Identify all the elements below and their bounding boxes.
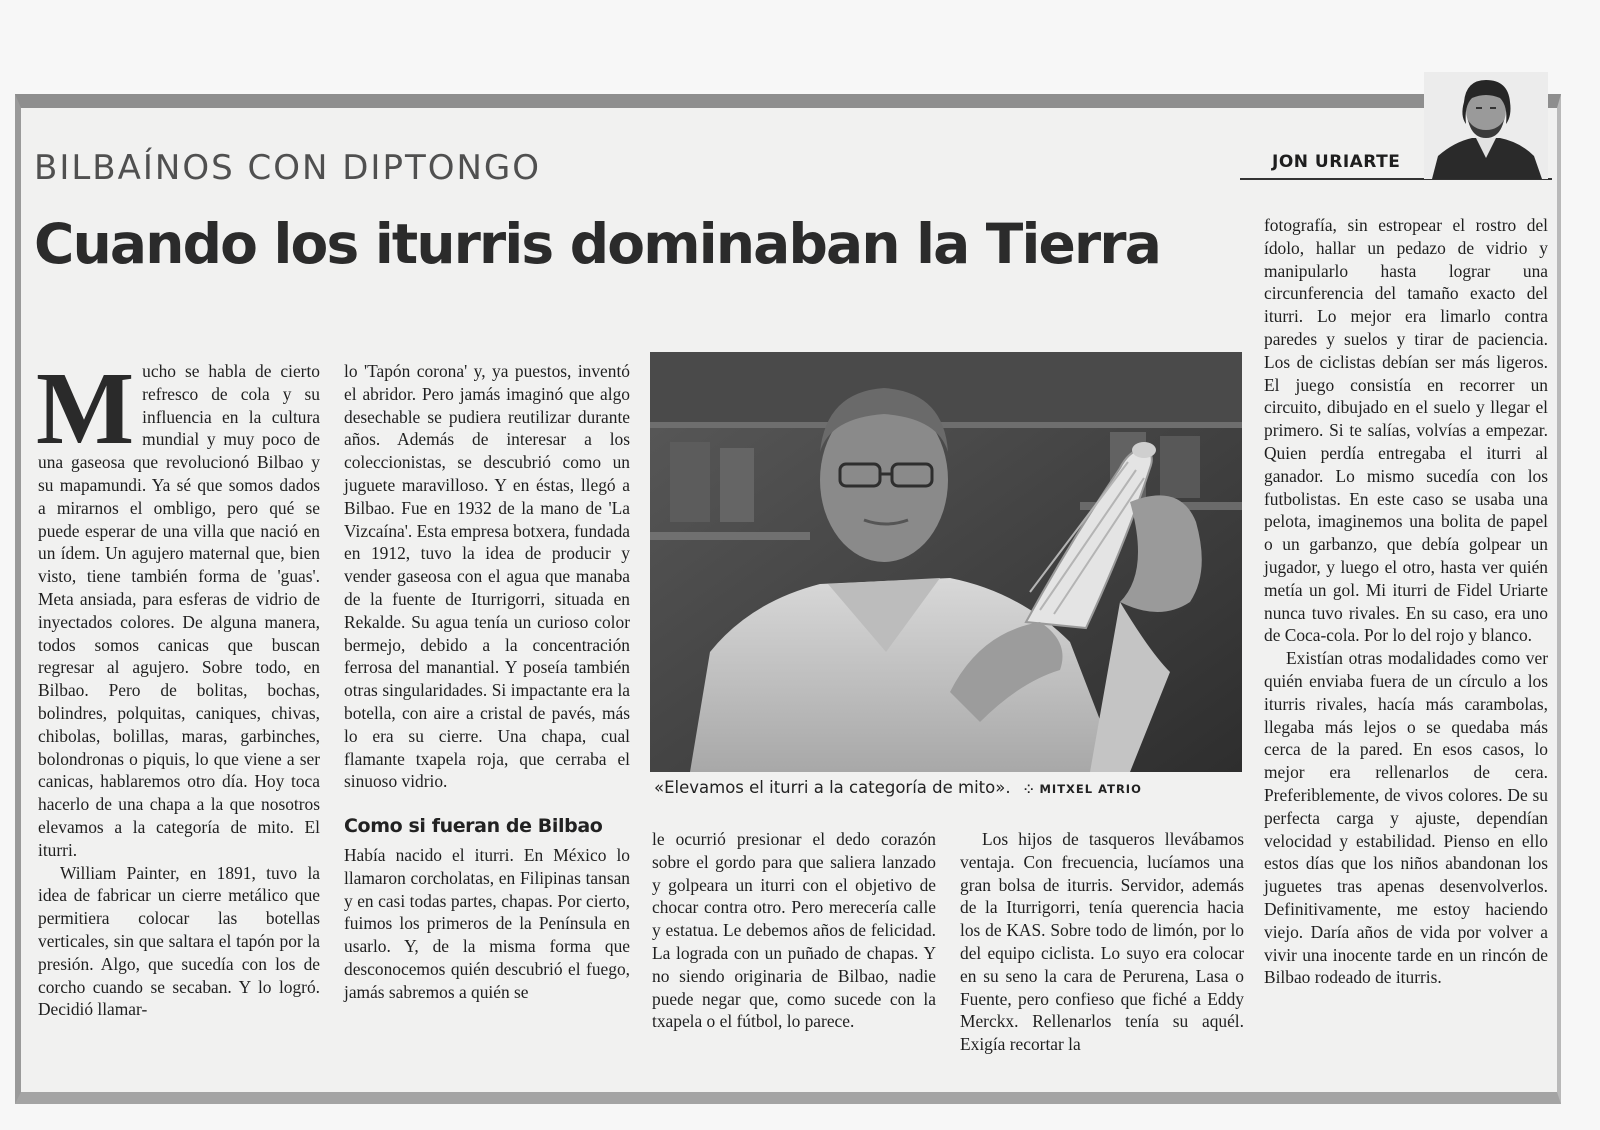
headline: Cuando los iturris dominaban la Tierra: [34, 212, 1161, 276]
article-paragraph: lo 'Tapón corona' y, ya puestos, inventó el abridor. Pero jamás imaginó que algo desechable se pudiera reutilizar durante años. Además de interesar a los coleccionistas, se descubrió como un juguete maravilloso. Y en éstas, llegó a Bilbao. Fue en 1932 de la mano de 'La Vizcaína'. Esta empresa botxera, fundada en 1912, tuvo la idea de producir y vender gaseosa con el agua que manaba de la fuente de Iturrigorri, situada en Rekalde. Su agua tenía un curioso color bermejo, debido a la concentración ferrosa del manantial. Y poseía también otras singularidades. Si impactante era la botella, con aire a cristal de pavés, más lo era su cierre. Una chapa, cual flamante txapela roja, que cerraba el sinuoso vidrio.: [344, 361, 631, 792]
author-name: JON URIARTE: [1272, 152, 1401, 172]
credit-name: MITXEL ATRIO: [1039, 782, 1142, 796]
article-paragraph: Existían otras modalidades como ver quién enviaba fuera de un círculo a los iturris rivales, hacía más carambolas, llegaba más lejos o se quedaba más cerca de la pared. En esos casos, lo mejor era rellenarlos de cera. Preferiblemente, de vivos colores. De su perfecta carga y ajuste, dependían velocidad y estabilidad. Pienso en ello estos días que los niños abandonan los juguetes tras apenas desenvolverlos. Definitivamente, me estoy haciendo viejo. Daría años de vida por volver a vivir una inocente tarde en un rincón de Bilbao rodeado de iturris.: [1264, 648, 1548, 988]
article-paragraph: le ocurrió presionar el dedo corazón sobre el gordo para que saliera lanzado y golpeara un iturri con el objetivo de chocar contra otro. Pero merecería calle y estatua. Le debemos años de felicidad. La lograda con un puñado de chapas. Y no siendo originaria de Bilbao, nadie puede negar que, como sucede con la txapela o el fútbol, lo parece.: [652, 829, 936, 1032]
section-label: BILBAÍNOS CON DIPTONGO: [34, 148, 542, 188]
author-portrait-photo: [1424, 72, 1548, 179]
article-column-5: [1264, 214, 1548, 989]
article-paragraph: Los hijos de tasqueros llevábamos ventaja. Con frecuencia, lucíamos una gran bolsa de iturris. Servidor, además de la Iturrigorri, tenía querencia hacia los de KAS. Sobre todo de limón, por lo del equipo ciclista. Lo suyo era colocar en su seno la cara de Perurena, Lasa o Fuente, pero confieso que fiché a Eddy Merckx. Rellenarlos tenía su aquél. Exigía recortar la: [960, 829, 1244, 1055]
article-photo: [650, 352, 1242, 772]
article-paragraph: William Painter, en 1891, tuvo la idea de fabricar un cierre metálico que permitiera colocar las botellas verticales, sin que saltara el tapón por la presión. Algo, que sucedía con los de corcho cuando se secaban. Y lo logró. Decidió llamar-: [38, 862, 320, 1020]
photo-caption: [654, 778, 1142, 797]
credit-mark: ⁘: [1023, 782, 1035, 796]
article-column-3: [652, 828, 936, 1033]
article-paragraph: fotografía, sin estropear el rostro del ídolo, hallar un pedazo de vidrio y manipularlo hasta lograr una circunferencia del tamaño exacto del iturri. Lo mejor era limarlo contra paredes y suelos y tirar de paciencia. Los de ciclistas debían ser más ligeros. El juego consistía en recorrer un circuito, dibujado en el suelo y llegar el primero. Si te salías, volvías a empezar. Quien perdía entregaba el iturri al ganador. Lo mismo sucedía con los futbolistas. En este caso se usaba una pelota, imaginemos una bolita de papel o un garbanzo, que debía golpear un jugador, y luego el otro, hasta ver quién metía un gol. Mi iturri de Fidel Uriarte nunca tuvo rivales. En su caso, era uno de Coca-cola. Por lo del rojo y blanco.: [1264, 215, 1548, 646]
drop-cap: M: [36, 351, 135, 466]
article-subhead: Como si fueran de Bilbao: [344, 815, 603, 838]
article-paragraph: Había nacido el iturri. En México lo llamaron corcholatas, en Filipinas tansan y en casi todas partes, chapas. Por cierto, fuimos los primeros de la Península en usarlo. Y, de la misma forma que desconocemos quién descubrió el fuego, jamás sabremos a quién se: [344, 844, 630, 1002]
caption-text: «Elevamos el iturri a la categoría de mito».: [654, 778, 1011, 797]
article-column-1: [36, 351, 320, 1021]
article-paragraph: ucho se habla de cierto refresco de cola y su influencia en la cultura mundial y muy poco de una gaseosa que revolucionó Bilbao y su mapamundi. Ya sé que somos dados a mirarnos el ombligo, pero qué se puede esperar de una villa que nació en un ídem. Un agujero maternal que, bien visto, tiene también forma de 'guas'. Meta ansiada, para esferas de vidrio de inyectados colores. De alguna manera, todos somos canicas que buscan regresar al agujero. Sobre todo, en Bilbao. Pero de bolitas, bochas, bolindres, polquitas, caniques, chivas, chibolas, bolillas, maras, garbinches, bolondronas o piquis, lo que viene a ser canicas, hablaremos otro día. Hoy toca hacerlo de una chapa a la que nosotros elevamos a la categoría de mito. El iturri.: [38, 361, 320, 860]
article-column-2: [344, 360, 630, 1004]
photo-credit: [1024, 782, 1142, 796]
article-column-4: [960, 828, 1244, 1056]
